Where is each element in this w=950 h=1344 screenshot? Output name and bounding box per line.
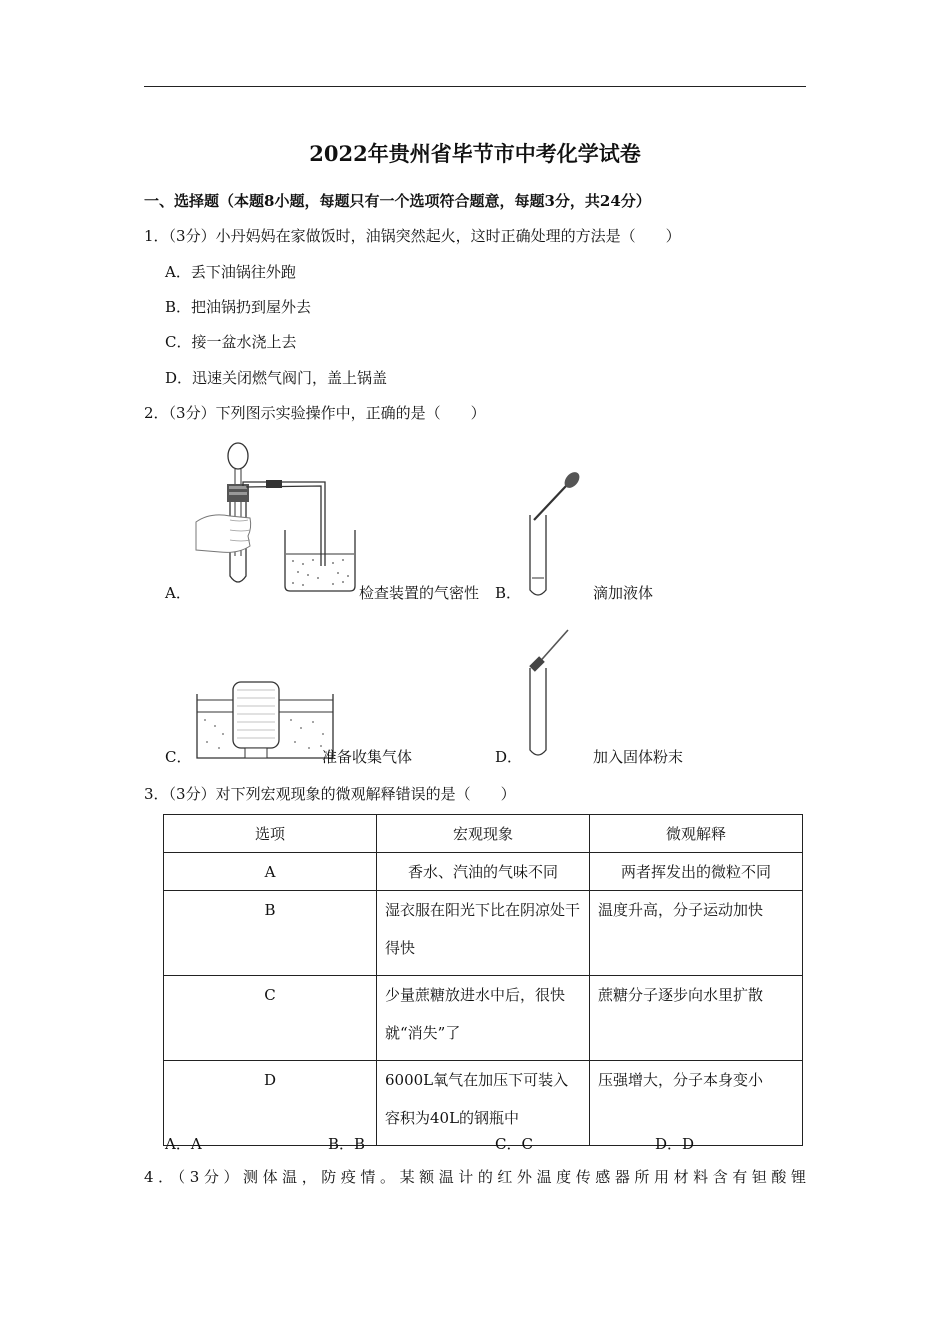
table-cell-micro: 压强增大，分子本身变小 [590,1061,803,1146]
table-cell-option: C [164,976,377,1061]
table-header-cell: 微观解释 [590,815,803,853]
q2-option-b-label: 滴加液体 [593,584,654,602]
table-cell-micro: 两者挥发出的微粒不同 [590,853,803,891]
figure-dropper [520,470,590,600]
macro-text: 6000L氧气在加压下可装入容积为40L的钢瓶中 [385,1071,569,1127]
table-cell-micro: 蔗糖分子逐步向水里扩散 [590,976,803,1061]
table-cell-option: D [164,1061,377,1146]
q2-option-c-label: 准备收集气体 [322,748,413,766]
q3-stem: 3．（3分）对下列宏观现象的微观解释错误的是（ ） [144,785,516,803]
table-row [164,891,803,976]
q4-stem: 4．（3分）测体温，防疫情。某额温计的红外温度传感器所用材料含有钽酸锂 [144,1168,806,1186]
macro-text: 湿衣服在阳光下比在阴凉处干得快 [385,901,581,957]
q1-option-c: C．接一盆水浇上去 [165,333,297,351]
table-row [164,976,803,1061]
q2-option-d-letter: D． [495,748,523,766]
table-header-cell: 宏观现象 [377,815,590,853]
q3-choice-c: C．C [495,1135,533,1153]
q1-stem: 1．（3分）小丹妈妈在家做饭时，油锅突然起火，这时正确处理的方法是（ ） [144,227,681,245]
table-cell-option: A [164,853,377,891]
q1-option-b: B．把油锅扔到屋外去 [165,298,312,316]
table-header-cell: 选项 [164,815,377,853]
page-title: 2022年贵州省毕节市中考化学试卷 [309,141,641,166]
q2-option-b-letter: B． [495,584,522,602]
macro-text: 少量蔗糖放进水中后，很快就“消失”了 [385,986,566,1042]
q3-choice-b: B．B [328,1135,366,1153]
q2-stem: 2．（3分）下列图示实验操作中，正确的是（ ） [144,404,486,422]
q3-choice-d: D．D [655,1135,695,1153]
table-row [164,1061,803,1146]
table-cell-option: B [164,891,377,976]
q1-option-a: A．丢下油锅往外跑 [165,263,296,281]
header-rule [144,86,806,87]
q2-option-a-label: 检查装置的气密性 [359,584,480,602]
table-row [164,853,803,891]
q3-choice-a: A．A [165,1135,202,1153]
q1-option-d: D．迅速关闭燃气阀门，盖上锅盖 [165,369,388,387]
section-heading: 一、选择题（本题8小题，每题只有一个选项符合题意，每题3分，共24分） [144,192,651,210]
table-header-row [164,815,803,853]
q2-option-c-letter: C． [165,748,192,766]
figure-solid-powder [522,624,582,762]
q2-option-a-letter: A． [165,584,191,602]
q2-option-d-label: 加入固体粉末 [593,748,684,766]
q3-table [163,814,803,1146]
table-cell-micro: 温度升高，分子运动加快 [590,891,803,976]
table-cell-macro [377,891,590,976]
figure-airtightness [190,436,360,596]
table-cell-macro [377,976,590,1061]
table-cell-macro [377,1061,590,1146]
table-cell-macro: 香水、汽油的气味不同 [377,853,590,891]
figure-gas-collection [195,676,335,764]
